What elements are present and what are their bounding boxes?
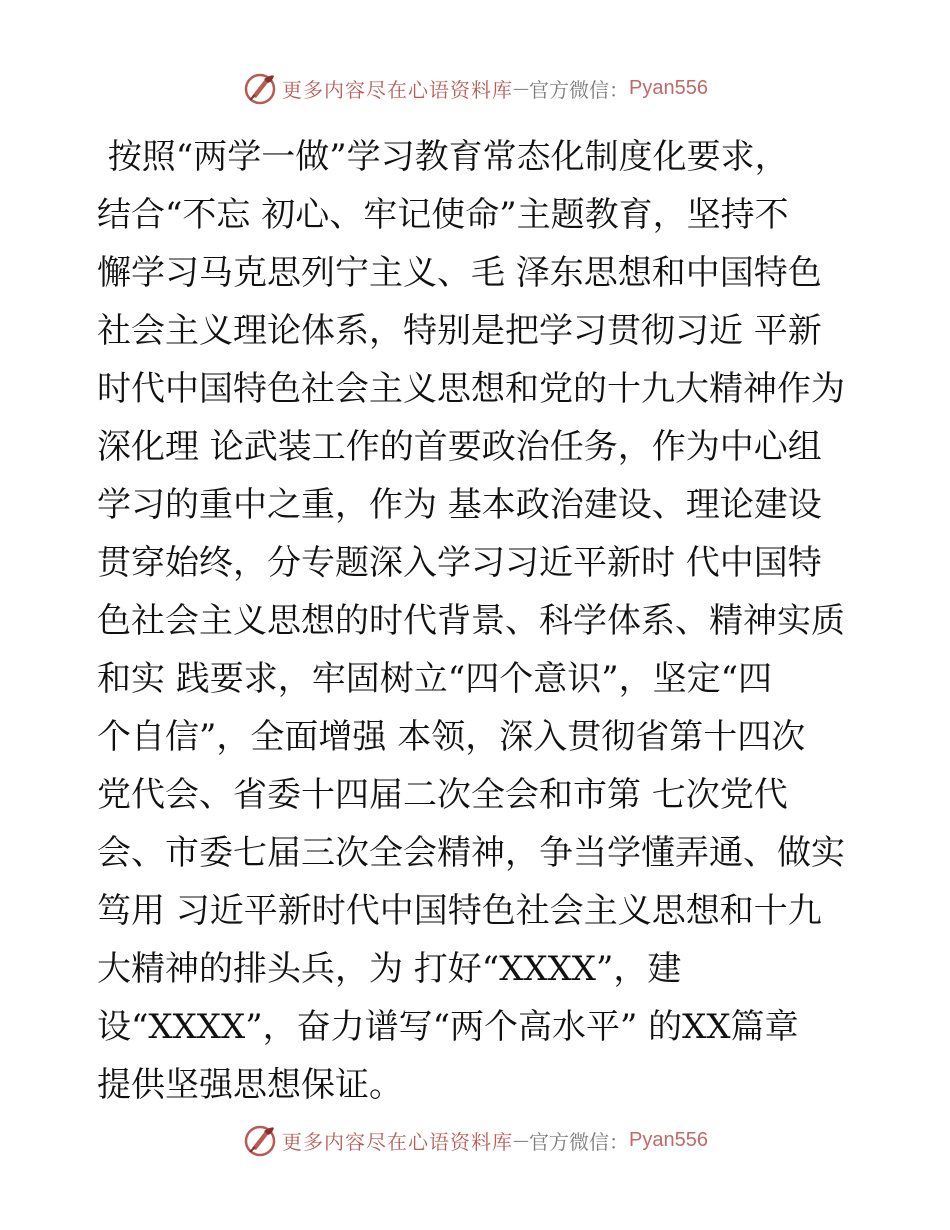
paragraph-line: 笃用 习近平新时代中国特色社会主义思想和十九 (97, 891, 822, 931)
banner-wechat-label: 官方微信： (529, 77, 630, 102)
paragraph-line: 色社会主义思想的时代背景、科学体系、精神实质 (97, 601, 845, 641)
quill-pen-logo-icon (242, 1122, 278, 1158)
paragraph-line: 结合“不忘 初心、牢记使命”主题教育，坚持不 (97, 195, 789, 235)
paragraph-line: 大精神的排头兵，为 打好“XXXX”，建 (97, 949, 682, 989)
banner-wechat-id: Pyan556 (629, 76, 708, 99)
paragraph-line: 设“XXXX”，奋力谱写“两个高水平” 的XX篇章 (97, 1007, 799, 1047)
quill-pen-logo-icon (242, 70, 278, 106)
paragraph-line: 个自信”，全面增强 本领，深入贯彻省第十四次 (97, 717, 806, 757)
paragraph-line: 党代会、省委十四届二次全会和市第 七次党代 (97, 775, 788, 815)
paragraph-line: 深化理 论武装工作的首要政治任务，作为中心组 (97, 427, 822, 467)
paragraph-line: 贯穿始终，分专题深入学习习近平新时 代中国特 (97, 543, 822, 583)
paragraph-line: 提供坚强思想保证。 (97, 1065, 403, 1105)
paragraph-line: 会、市委七届三次全会精神，争当学懂弄通、做实 (97, 833, 845, 873)
banner-main-text: 更多内容尽在心语资料库 (282, 1129, 514, 1154)
paragraph-line: 和实 践要求，牢固树立“四个意识”，坚定“四 (97, 659, 772, 699)
paragraph-line: 时代中国特色社会主义思想和党的十九大精神作为 (97, 369, 845, 409)
header-banner (0, 68, 950, 108)
footer-banner (0, 1120, 950, 1160)
paragraph-line: 懈学习马克思列宁主义、毛 泽东思想和中国特色 (97, 253, 822, 293)
banner-separator: — (513, 78, 530, 98)
banner-wechat-label: 官方微信： (529, 1129, 630, 1154)
banner-main-text: 更多内容尽在心语资料库 (282, 77, 514, 102)
paragraph-line: 学习的重中之重，作为 基本政治建设、理论建设 (97, 485, 822, 525)
banner-separator: — (513, 1130, 530, 1150)
paragraph-line: 社会主义理论体系，特别是把学习贯彻习近 平新 (97, 311, 822, 351)
banner-wechat-id: Pyan556 (629, 1128, 708, 1151)
paragraph-line: 按照“两学一做”学习教育常态化制度化要求， (97, 137, 789, 177)
document-paragraph (97, 128, 857, 1114)
